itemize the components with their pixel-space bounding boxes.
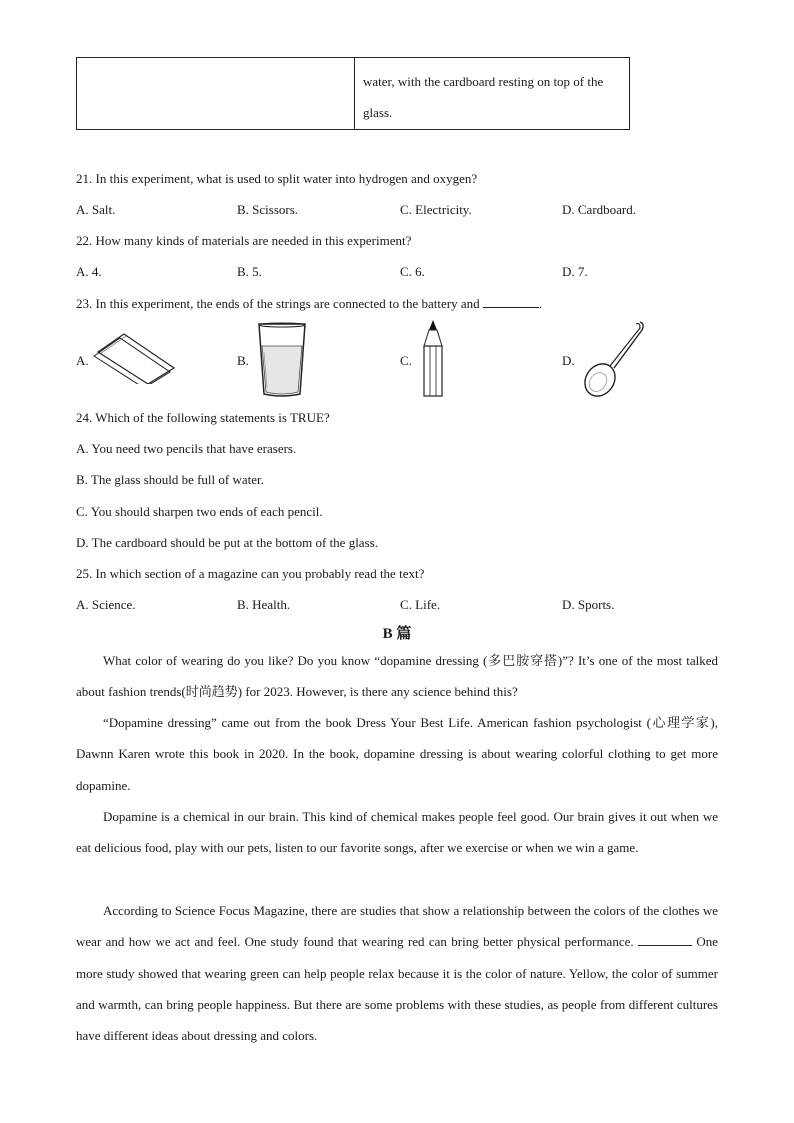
paragraph-3-text: Dopamine is a chemical in our brain. This kind of chemical makes people feel good. Our brain gives it out when we eat delicious food, play with our pets, listen to our favorite songs, after we exercise or when we win a game.	[76, 809, 718, 856]
passage-paragraph-1	[76, 645, 718, 708]
passage-blank	[638, 934, 692, 946]
cardboard-icon	[86, 328, 176, 384]
answer-blank	[483, 296, 539, 308]
q23-option-b: B.	[237, 353, 249, 368]
question-25-stem: 25. In which section of a magazine can you probably read the text?	[76, 566, 425, 581]
passage-paragraph-3	[76, 801, 718, 864]
question-24-stem: 24. Which of the following statements is TRUE?	[76, 410, 330, 425]
q22-option-c: C. 6.	[400, 264, 425, 279]
q24-option-c: C. You should sharpen two ends of each pencil.	[76, 504, 323, 519]
passage-paragraph-2	[76, 707, 718, 801]
passage-paragraph-4	[76, 895, 718, 1051]
materials-table	[76, 57, 630, 130]
paragraph-4-continued: One more study showed that wearing green can help people relax because it is the color of nature. Yellow, the color of summer and warmth, can bring people happiness. But there are some problems with these studies, as people from different cultures have different ideas about dressing and colors.	[76, 934, 719, 1044]
paragraph-1-text: What color of wearing do you like? Do you know “dopamine dressing (多巴胺穿搭)”? It’s one of the most talked about fashion trends(时尚趋势) for 2023. However, is there any science behind this?	[76, 653, 718, 700]
pencil-icon	[420, 320, 446, 398]
q25-option-c: C. Life.	[400, 597, 441, 612]
spoon-icon	[582, 320, 646, 400]
q23-option-c: C.	[400, 353, 412, 368]
q23-option-a: A.	[76, 353, 89, 368]
paragraph-2-text: “Dopamine dressing” came out from the book Dress Your Best Life. American fashion psychologist (心理学家), Dawnn Karen wrote this book in 2020. In the book, dopamine dressing is about wearing colorful clothing to get more dopamine.	[76, 715, 718, 793]
question-23-text: 23. In this experiment, the ends of the strings are connected to the battery and	[76, 296, 480, 311]
question-21-stem: 21. In this experiment, what is used to split water into hydrogen and oxygen?	[76, 171, 478, 186]
table-cell-left	[77, 58, 355, 130]
q25-option-a: A. Science.	[76, 597, 136, 612]
paragraph-4-text: According to Science Focus Magazine, there are studies that show a relationship between the colors of the clothes we wear and how we act and feel. One study found that wearing red can bring better physical performance.	[76, 903, 718, 950]
section-b-title: B 篇	[382, 626, 412, 642]
q21-option-d: D. Cardboard.	[562, 202, 637, 217]
question-22-stem: 22. How many kinds of materials are needed in this experiment?	[76, 233, 412, 248]
q24-option-a: A. You need two pencils that have erasers.	[76, 441, 297, 456]
q22-option-a: A. 4.	[76, 264, 102, 279]
glass-of-water-icon	[256, 322, 308, 398]
table-cell-right: water, with the cardboard resting on top of the glass.	[355, 58, 630, 130]
q21-option-a: A. Salt.	[76, 202, 116, 217]
q21-option-b: B. Scissors.	[237, 202, 299, 217]
question-23-end: .	[538, 296, 543, 311]
question-23-stem	[76, 296, 542, 312]
q22-option-b: B. 5.	[237, 264, 262, 279]
q22-option-d: D. 7.	[562, 264, 588, 279]
q25-option-d: D. Sports.	[562, 597, 615, 612]
q24-option-d: D. The cardboard should be put at the bottom of the glass.	[76, 535, 378, 550]
q21-option-c: C. Electricity.	[400, 202, 472, 217]
q23-option-d: D.	[562, 353, 575, 368]
q24-option-b: B. The glass should be full of water.	[76, 472, 264, 487]
q25-option-b: B. Health.	[237, 597, 291, 612]
